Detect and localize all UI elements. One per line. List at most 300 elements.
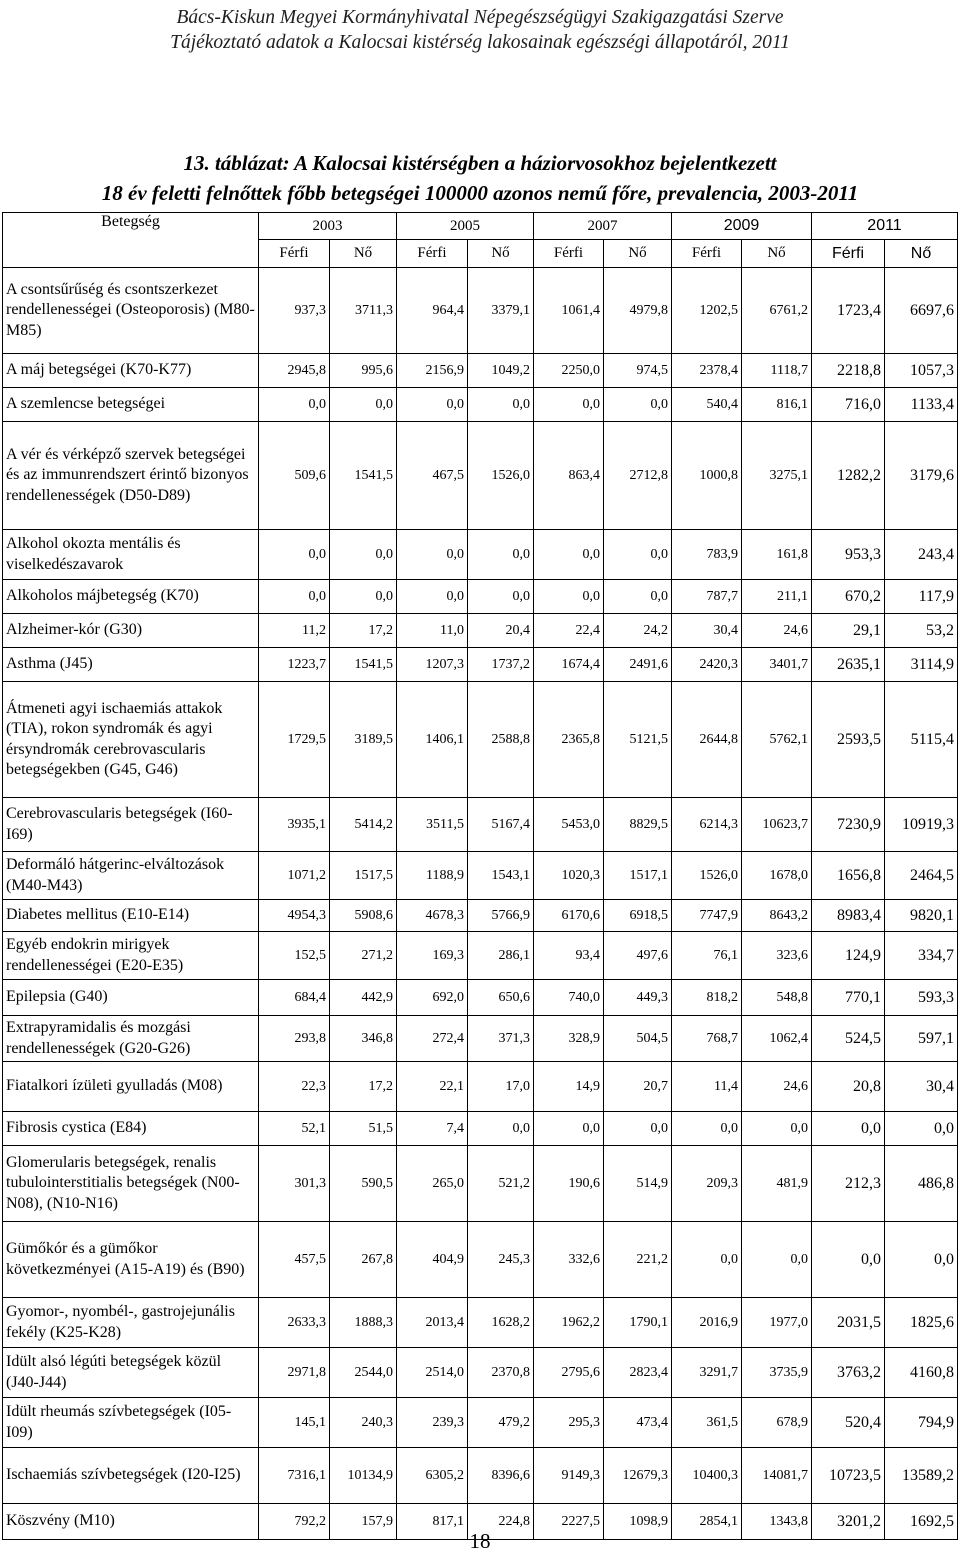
disease-name-cell: A csontsűrűség és csontszerkezet rendellenességei (Osteoporosis) (M80-M85) [3, 268, 259, 354]
value-cell: 22,4 [534, 614, 604, 648]
value-cell: 334,7 [885, 932, 958, 980]
value-cell: 0,0 [397, 388, 468, 422]
value-cell: 1406,1 [397, 682, 468, 798]
table-row [3, 530, 958, 580]
disease-name-cell: Fibrosis cystica (E84) [3, 1112, 259, 1146]
value-cell: 0,0 [812, 1222, 885, 1298]
value-cell: 295,3 [534, 1398, 604, 1448]
value-cell: 0,0 [468, 580, 534, 614]
value-cell: 0,0 [672, 1222, 742, 1298]
value-cell: 286,1 [468, 932, 534, 980]
value-cell: 8829,5 [604, 798, 672, 852]
value-cell: 267,8 [330, 1222, 397, 1298]
value-cell: 1825,6 [885, 1298, 958, 1348]
value-cell: 4160,8 [885, 1348, 958, 1398]
value-cell: 3401,7 [742, 648, 812, 682]
disease-name-cell: Fiatalkori ízületi gyulladás (M08) [3, 1062, 259, 1112]
value-cell: 1223,7 [259, 648, 330, 682]
value-cell: 0,0 [604, 580, 672, 614]
year-header-row [3, 213, 958, 240]
value-cell: 816,1 [742, 388, 812, 422]
year-header: 2003 [259, 213, 397, 240]
table-row [3, 1298, 958, 1348]
value-cell: 1049,2 [468, 354, 534, 388]
value-cell: 2491,6 [604, 648, 672, 682]
value-cell: 2588,8 [468, 682, 534, 798]
table-row [3, 422, 958, 530]
value-cell: 224,8 [468, 1504, 534, 1540]
value-cell: 0,0 [742, 1112, 812, 1146]
value-cell: 0,0 [742, 1222, 812, 1298]
table-title-line1: 13. táblázat: A Kalocsai kistérségben a háziorvosokhoz bejelentkezett [183, 151, 777, 175]
value-cell: 479,2 [468, 1398, 534, 1448]
value-cell: 1118,7 [742, 354, 812, 388]
value-cell: 24,2 [604, 614, 672, 648]
value-cell: 8983,4 [812, 900, 885, 932]
value-cell: 11,4 [672, 1062, 742, 1112]
sex-header-male: Férfi [397, 240, 468, 268]
value-cell: 265,0 [397, 1146, 468, 1222]
value-cell: 0,0 [534, 388, 604, 422]
disease-name-cell: Gümőkór és a gümőkor következményei (A15-A19) és (B90) [3, 1222, 259, 1298]
value-cell: 22,1 [397, 1062, 468, 1112]
value-cell: 332,6 [534, 1222, 604, 1298]
value-cell: 442,9 [330, 980, 397, 1016]
value-cell: 2593,5 [812, 682, 885, 798]
table-row [3, 1448, 958, 1504]
value-cell: 5766,9 [468, 900, 534, 932]
value-cell: 271,2 [330, 932, 397, 980]
value-cell: 2250,0 [534, 354, 604, 388]
value-cell: 650,6 [468, 980, 534, 1016]
value-cell: 52,1 [259, 1112, 330, 1146]
value-cell: 3511,5 [397, 798, 468, 852]
value-cell: 51,5 [330, 1112, 397, 1146]
value-cell: 6697,6 [885, 268, 958, 354]
value-cell: 5908,6 [330, 900, 397, 932]
value-cell: 1962,2 [534, 1298, 604, 1348]
value-cell: 2712,8 [604, 422, 672, 530]
sex-header-male: Férfi [534, 240, 604, 268]
value-cell: 1977,0 [742, 1298, 812, 1348]
value-cell: 770,1 [812, 980, 885, 1016]
value-cell: 3379,1 [468, 268, 534, 354]
value-cell: 211,1 [742, 580, 812, 614]
value-cell: 161,8 [742, 530, 812, 580]
disease-name-cell: Idült alsó légúti betegségek közül (J40-J44) [3, 1348, 259, 1398]
value-cell: 3201,2 [812, 1504, 885, 1540]
document-header-line1: Bács-Kiskun Megyei Kormányhivatal Népegészségügyi Szakigazgatási Szerve [176, 7, 784, 28]
value-cell: 514,9 [604, 1146, 672, 1222]
value-cell: 716,0 [812, 388, 885, 422]
value-cell: 17,2 [330, 1062, 397, 1112]
value-cell: 1526,0 [672, 852, 742, 900]
disease-name-cell: Epilepsia (G40) [3, 980, 259, 1016]
value-cell: 1541,5 [330, 422, 397, 530]
value-cell: 0,0 [672, 1112, 742, 1146]
value-cell: 1678,0 [742, 852, 812, 900]
value-cell: 212,3 [812, 1146, 885, 1222]
value-cell: 597,1 [885, 1016, 958, 1062]
sex-header-female: Nő [604, 240, 672, 268]
value-cell: 5115,4 [885, 682, 958, 798]
sex-header-female: Nő [885, 240, 958, 268]
value-cell: 301,3 [259, 1146, 330, 1222]
value-cell: 2420,3 [672, 648, 742, 682]
disease-name-cell: Gyomor-, nyombél-, gastrojejunális fekély (K25-K28) [3, 1298, 259, 1348]
value-cell: 3275,1 [742, 422, 812, 530]
value-cell: 24,6 [742, 1062, 812, 1112]
table-row [3, 1062, 958, 1112]
value-cell: 974,5 [604, 354, 672, 388]
disease-name-cell: Idült rheumás szívbetegségek (I05-I09) [3, 1398, 259, 1448]
disease-name-cell: A szemlencse betegségei [3, 388, 259, 422]
value-cell: 17,2 [330, 614, 397, 648]
value-cell: 243,4 [885, 530, 958, 580]
value-cell: 6305,2 [397, 1448, 468, 1504]
table-row [3, 932, 958, 980]
disease-name-cell: Diabetes mellitus (E10-E14) [3, 900, 259, 932]
value-cell: 2031,5 [812, 1298, 885, 1348]
value-cell: 5762,1 [742, 682, 812, 798]
value-cell: 678,9 [742, 1398, 812, 1448]
value-cell: 1057,3 [885, 354, 958, 388]
value-cell: 346,8 [330, 1016, 397, 1062]
value-cell: 2544,0 [330, 1348, 397, 1398]
value-cell: 3935,1 [259, 798, 330, 852]
table-row [3, 1398, 958, 1448]
value-cell: 783,9 [672, 530, 742, 580]
value-cell: 293,8 [259, 1016, 330, 1062]
value-cell: 190,6 [534, 1146, 604, 1222]
value-cell: 20,4 [468, 614, 534, 648]
value-cell: 1526,0 [468, 422, 534, 530]
value-cell: 221,2 [604, 1222, 672, 1298]
value-cell: 2635,1 [812, 648, 885, 682]
value-cell: 5414,2 [330, 798, 397, 852]
value-cell: 152,5 [259, 932, 330, 980]
table-row [3, 268, 958, 354]
value-cell: 787,7 [672, 580, 742, 614]
value-cell: 548,8 [742, 980, 812, 1016]
value-cell: 5167,4 [468, 798, 534, 852]
value-cell: 20,8 [812, 1062, 885, 1112]
value-cell: 5453,0 [534, 798, 604, 852]
value-cell: 2013,4 [397, 1298, 468, 1348]
table-row [3, 614, 958, 648]
sex-header-male: Férfi [672, 240, 742, 268]
value-cell: 2945,8 [259, 354, 330, 388]
value-cell: 93,4 [534, 932, 604, 980]
value-cell: 593,3 [885, 980, 958, 1016]
table-row [3, 388, 958, 422]
value-cell: 768,7 [672, 1016, 742, 1062]
value-cell: 1656,8 [812, 852, 885, 900]
value-cell: 0,0 [468, 388, 534, 422]
value-cell: 328,9 [534, 1016, 604, 1062]
disease-name-cell: A vér és vérképző szervek betegségei és az immunrendszert érintő bizonyos rendellenességek (D50-D89) [3, 422, 259, 530]
value-cell: 521,2 [468, 1146, 534, 1222]
value-cell: 1517,5 [330, 852, 397, 900]
value-cell: 4954,3 [259, 900, 330, 932]
value-cell: 53,2 [885, 614, 958, 648]
value-cell: 692,0 [397, 980, 468, 1016]
value-cell: 1062,4 [742, 1016, 812, 1062]
value-cell: 3189,5 [330, 682, 397, 798]
value-cell: 14,9 [534, 1062, 604, 1112]
value-cell: 404,9 [397, 1222, 468, 1298]
value-cell: 670,2 [812, 580, 885, 614]
value-cell: 3291,7 [672, 1348, 742, 1398]
value-cell: 8396,6 [468, 1448, 534, 1504]
value-cell: 2016,9 [672, 1298, 742, 1348]
value-cell: 504,5 [604, 1016, 672, 1062]
disease-name-cell: Extrapyramidalis és mozgási rendellenességek (G20-G26) [3, 1016, 259, 1062]
table-row [3, 580, 958, 614]
value-cell: 9820,1 [885, 900, 958, 932]
value-cell: 1133,4 [885, 388, 958, 422]
value-cell: 1692,5 [885, 1504, 958, 1540]
value-cell: 371,3 [468, 1016, 534, 1062]
value-cell: 964,4 [397, 268, 468, 354]
value-cell: 3179,6 [885, 422, 958, 530]
value-cell: 2971,8 [259, 1348, 330, 1398]
disease-name-cell: Egyéb endokrin mirigyek rendellenességei (E20-E35) [3, 932, 259, 980]
value-cell: 0,0 [885, 1112, 958, 1146]
value-cell: 0,0 [397, 580, 468, 614]
value-cell: 2823,4 [604, 1348, 672, 1398]
value-cell: 2464,5 [885, 852, 958, 900]
value-cell: 2370,8 [468, 1348, 534, 1398]
value-cell: 1723,4 [812, 268, 885, 354]
table-row [3, 900, 958, 932]
table-row [3, 1146, 958, 1222]
prevalence-table [2, 212, 958, 1540]
value-cell: 794,9 [885, 1398, 958, 1448]
disease-name-cell: Ischaemiás szívbetegségek (I20-I25) [3, 1448, 259, 1504]
value-cell: 6761,2 [742, 268, 812, 354]
value-cell: 2156,9 [397, 354, 468, 388]
value-cell: 22,3 [259, 1062, 330, 1112]
value-cell: 361,5 [672, 1398, 742, 1448]
value-cell: 2795,6 [534, 1348, 604, 1398]
value-cell: 520,4 [812, 1398, 885, 1448]
disease-name-cell: Asthma (J45) [3, 648, 259, 682]
value-cell: 1098,9 [604, 1504, 672, 1540]
value-cell: 1674,4 [534, 648, 604, 682]
value-cell: 0,0 [534, 1112, 604, 1146]
value-cell: 1790,1 [604, 1298, 672, 1348]
value-cell: 1543,1 [468, 852, 534, 900]
value-cell: 245,3 [468, 1222, 534, 1298]
value-cell: 13589,2 [885, 1448, 958, 1504]
table-row [3, 354, 958, 388]
value-cell: 1282,2 [812, 422, 885, 530]
value-cell: 323,6 [742, 932, 812, 980]
value-cell: 7316,1 [259, 1448, 330, 1504]
value-cell: 863,4 [534, 422, 604, 530]
value-cell: 2854,1 [672, 1504, 742, 1540]
value-cell: 10400,3 [672, 1448, 742, 1504]
value-cell: 457,5 [259, 1222, 330, 1298]
value-cell: 817,1 [397, 1504, 468, 1540]
value-cell: 481,9 [742, 1146, 812, 1222]
value-cell: 30,4 [885, 1062, 958, 1112]
disease-column-header: Betegség [3, 213, 259, 268]
value-cell: 272,4 [397, 1016, 468, 1062]
value-cell: 590,5 [330, 1146, 397, 1222]
value-cell: 1517,1 [604, 852, 672, 900]
value-cell: 0,0 [397, 530, 468, 580]
table-row [3, 1222, 958, 1298]
value-cell: 0,0 [259, 530, 330, 580]
value-cell: 792,2 [259, 1504, 330, 1540]
value-cell: 11,0 [397, 614, 468, 648]
value-cell: 124,9 [812, 932, 885, 980]
disease-name-cell: Köszvény (M10) [3, 1504, 259, 1540]
table-row [3, 1016, 958, 1062]
year-header: 2007 [534, 213, 672, 240]
value-cell: 1737,2 [468, 648, 534, 682]
value-cell: 2378,4 [672, 354, 742, 388]
table-row [3, 980, 958, 1016]
value-cell: 10919,3 [885, 798, 958, 852]
value-cell: 1888,3 [330, 1298, 397, 1348]
value-cell: 14081,7 [742, 1448, 812, 1504]
disease-name-cell: Glomerularis betegségek, renalis tubulointerstitialis betegségek (N00-N08), (N10-N16) [3, 1146, 259, 1222]
value-cell: 0,0 [468, 1112, 534, 1146]
value-cell: 1541,5 [330, 648, 397, 682]
disease-name-cell: A máj betegségei (K70-K77) [3, 354, 259, 388]
value-cell: 30,4 [672, 614, 742, 648]
value-cell: 449,3 [604, 980, 672, 1016]
value-cell: 2514,0 [397, 1348, 468, 1398]
value-cell: 953,3 [812, 530, 885, 580]
disease-name-cell: Átmeneti agyi ischaemiás attakok (TIA), rokon syndromák és agyi érsyndromák cerebrovascularis betegségekben (G45, G46) [3, 682, 259, 798]
value-cell: 6214,3 [672, 798, 742, 852]
disease-name-cell: Alkohol okozta mentális és viselkedészavarok [3, 530, 259, 580]
value-cell: 145,1 [259, 1398, 330, 1448]
value-cell: 0,0 [534, 530, 604, 580]
value-cell: 1000,8 [672, 422, 742, 530]
value-cell: 10623,7 [742, 798, 812, 852]
value-cell: 0,0 [330, 388, 397, 422]
document-header-line2: Tájékoztató adatok a Kalocsai kistérség lakosainak egészségi állapotáról, 2011 [170, 32, 790, 53]
value-cell: 497,6 [604, 932, 672, 980]
value-cell: 2227,5 [534, 1504, 604, 1540]
value-cell: 1202,5 [672, 268, 742, 354]
value-cell: 239,3 [397, 1398, 468, 1448]
value-cell: 0,0 [259, 580, 330, 614]
disease-name-cell: Deformáló hátgerinc-elváltozások (M40-M43) [3, 852, 259, 900]
value-cell: 0,0 [604, 1112, 672, 1146]
sex-header-male: Férfi [812, 240, 885, 268]
value-cell: 10134,9 [330, 1448, 397, 1504]
value-cell: 1188,9 [397, 852, 468, 900]
value-cell: 4979,8 [604, 268, 672, 354]
year-header: 2011 [812, 213, 958, 240]
value-cell: 509,6 [259, 422, 330, 530]
table-row [3, 798, 958, 852]
value-cell: 995,6 [330, 354, 397, 388]
value-cell: 2633,3 [259, 1298, 330, 1348]
sex-header-female: Nő [330, 240, 397, 268]
value-cell: 3763,2 [812, 1348, 885, 1398]
value-cell: 7,4 [397, 1112, 468, 1146]
sex-header-female: Nő [468, 240, 534, 268]
value-cell: 6170,6 [534, 900, 604, 932]
value-cell: 12679,3 [604, 1448, 672, 1504]
value-cell: 467,5 [397, 422, 468, 530]
value-cell: 117,9 [885, 580, 958, 614]
value-cell: 4678,3 [397, 900, 468, 932]
value-cell: 6918,5 [604, 900, 672, 932]
value-cell: 3735,9 [742, 1348, 812, 1398]
value-cell: 1020,3 [534, 852, 604, 900]
value-cell: 3711,3 [330, 268, 397, 354]
value-cell: 11,2 [259, 614, 330, 648]
sex-header-male: Férfi [259, 240, 330, 268]
value-cell: 0,0 [604, 530, 672, 580]
value-cell: 1628,2 [468, 1298, 534, 1348]
value-cell: 29,1 [812, 614, 885, 648]
value-cell: 1207,3 [397, 648, 468, 682]
value-cell: 209,3 [672, 1146, 742, 1222]
value-cell: 24,6 [742, 614, 812, 648]
value-cell: 0,0 [604, 388, 672, 422]
table-row [3, 1112, 958, 1146]
value-cell: 1343,8 [742, 1504, 812, 1540]
value-cell: 8643,2 [742, 900, 812, 932]
value-cell: 0,0 [534, 580, 604, 614]
value-cell: 473,4 [604, 1398, 672, 1448]
value-cell: 3114,9 [885, 648, 958, 682]
value-cell: 7747,9 [672, 900, 742, 932]
value-cell: 7230,9 [812, 798, 885, 852]
value-cell: 0,0 [885, 1222, 958, 1298]
table-row [3, 648, 958, 682]
disease-name-cell: Alkoholos májbetegség (K70) [3, 580, 259, 614]
table-row [3, 682, 958, 798]
value-cell: 818,2 [672, 980, 742, 1016]
value-cell: 240,3 [330, 1398, 397, 1448]
table-body [3, 268, 958, 1540]
value-cell: 0,0 [468, 530, 534, 580]
sex-header-female: Nő [742, 240, 812, 268]
value-cell: 1729,5 [259, 682, 330, 798]
value-cell: 486,8 [885, 1146, 958, 1222]
value-cell: 2218,8 [812, 354, 885, 388]
value-cell: 10723,5 [812, 1448, 885, 1504]
value-cell: 2644,8 [672, 682, 742, 798]
value-cell: 740,0 [534, 980, 604, 1016]
value-cell: 76,1 [672, 932, 742, 980]
value-cell: 0,0 [259, 388, 330, 422]
value-cell: 20,7 [604, 1062, 672, 1112]
value-cell: 0,0 [330, 580, 397, 614]
value-cell: 5121,5 [604, 682, 672, 798]
value-cell: 684,4 [259, 980, 330, 1016]
value-cell: 169,3 [397, 932, 468, 980]
value-cell: 2365,8 [534, 682, 604, 798]
value-cell: 0,0 [330, 530, 397, 580]
year-header: 2005 [397, 213, 534, 240]
disease-name-cell: Cerebrovascularis betegségek (I60-I69) [3, 798, 259, 852]
value-cell: 17,0 [468, 1062, 534, 1112]
value-cell: 1071,2 [259, 852, 330, 900]
value-cell: 524,5 [812, 1016, 885, 1062]
disease-name-cell: Alzheimer-kór (G30) [3, 614, 259, 648]
